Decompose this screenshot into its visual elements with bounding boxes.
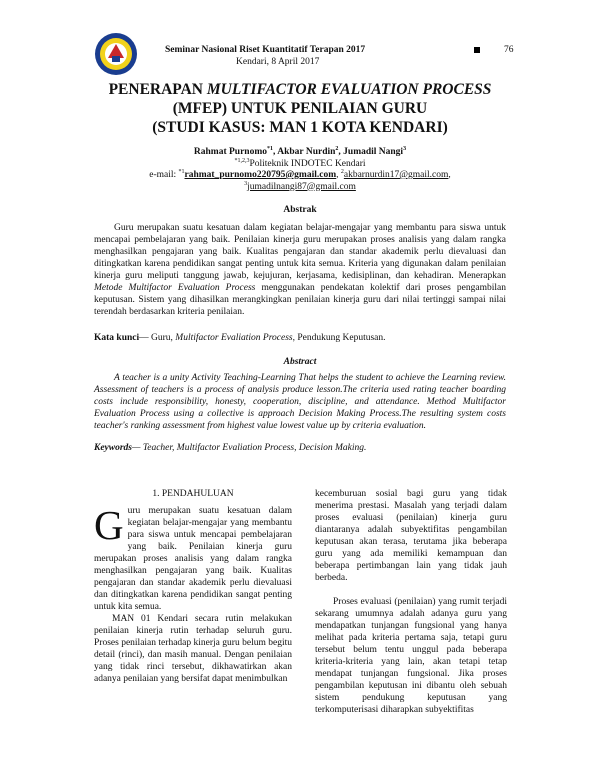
polytechnic-logo-icon — [94, 32, 138, 76]
bullet-square-icon — [474, 47, 480, 53]
author-1-sup: *1 — [267, 145, 274, 152]
email-3-sup: 3 — [244, 180, 248, 187]
email-1-link[interactable]: rahmat_purnomo220795@gmail.com — [184, 170, 337, 180]
abstract-en-heading: Abstract — [283, 357, 317, 367]
abstract-id-heading: Abstrak — [283, 205, 317, 215]
affiliation-sup: *1,2,3 — [234, 157, 250, 164]
email-sep-2: , — [448, 170, 451, 180]
conference-name: Seminar Nasional Riset Kuantitatif Terapan 2017 — [165, 45, 366, 55]
email-label: e-mail: — [149, 170, 179, 180]
email-2-sup: 2 — [340, 168, 344, 175]
emails — [70, 170, 530, 182]
keywords-en-label: Keywords — [94, 443, 132, 453]
keywords-en: Keywords— Teacher, Multifactor Evaliation Process, Decision Making. — [94, 443, 367, 453]
dropcap: G — [94, 502, 124, 548]
section-heading: 1. PENDAHULUAN — [152, 489, 234, 499]
body-paragraph-2: MAN 01 Kendari secara rutin melakukan penilaian kinerja rutin terhadap seluruh guru. Proses penilaian terhadap kinerja guru belum begitu detail (rinci), dan masih manual. Dengan penilaian yang tidak rinci tersebut, dikhawatirkan akan adanya penilaian yang bersifat dapat menimbulkan — [94, 614, 292, 684]
body-paragraph-1: Guru merupakan suatu kesatuan dalam kegiatan belajar-mengajar yang membantu para siswa untuk mencapai pembelajaran yang baik. Penilaian kinerja guru merupakan proses analisis yang dalam rangka menghasilkan pengajaran yang baik. Kualitas pengajaran dan standar akademik perlu dievaluasi dan ditingkatkan karena pendidikan sangat penting untuk kita semua. — [94, 502, 292, 612]
affiliation-text: Politeknik INDOTEC Kendari — [249, 158, 366, 169]
title-line1-a: PENERAPAN — [108, 81, 207, 98]
emails-line2 — [70, 182, 530, 194]
author-3-sup: 3 — [403, 145, 407, 152]
email-2-link[interactable]: akbarnurdin17@gmail.com — [343, 170, 449, 180]
keywords-id-label: Kata kunci — [94, 333, 140, 343]
abstract-en-text: A teacher is a unity Activity Teaching-Learning That helps the student to achieve the Learning review. Assessment of teachers is a process of analysis produce lesson.The criteria used rating teacher boarding costs include responsibility, honesty, cooperation, discipline, and attendance. Method Multifactor Evaluation Process using a collective is approach Decision Making Process.The resulting system costs teacher's ranking assessment from highest value lowest value up by criteria evaluation. — [94, 373, 506, 431]
affiliation — [70, 159, 530, 171]
keywords-id: Kata kunci— Guru, Multifactor Evaliation Process, Pendukung Keputusan. — [94, 333, 386, 343]
body-paragraph-4: Proses evaluasi (penilaian) yang rumit terjadi sekarang umumnya adalah adanya guru yang mendapatkan tunjangan fungsional yang hanya melihat pada kriteria pertama saja, tetapi guru tersebut belum tentu unggul pada beberapa kriteria-kriteria yang lain, akan tetapi tetap mendapat tunjangan fungsional. Jika proses pengambilan keputusan ini dibantu oleh sebuah sistem pendukung keputusan yang terkomputerisasi diharapkan subyektifitas — [315, 597, 507, 715]
body-paragraph-3: kecemburuan sosial bagi guru yang tidak menerima prestasi. Masalah yang terjadi dalam proses evaluasi (penilaian) kinerja guru diantaranya adalah subyektifitas pengambilan keputusan akan terasa, terutama jika beberapa guru yang ada memiliki kemampuan dan beberapa pertimbangan lain yang tidak jauh berbeda. — [315, 489, 507, 583]
title-line1-b: MULTIFACTOR EVALUATION PROCESS — [206, 81, 492, 98]
email-sep: , — [336, 170, 341, 180]
title-line3: (STUDI KASUS: MAN 1 KOTA KENDARI) — [152, 119, 448, 136]
author-2: , Akbar Nurdin — [273, 147, 336, 157]
author-names — [70, 147, 530, 159]
author-1: Rahmat Purnomo — [193, 147, 268, 157]
author-2-sup: 2 — [335, 145, 339, 152]
email-1-sup: *1 — [178, 168, 185, 175]
conference-date: Kendari, 8 April 2017 — [236, 57, 320, 67]
body-column-right — [315, 488, 507, 716]
author-3: , Jumadil Nangi — [338, 147, 404, 157]
abstract-id-text: Guru merupakan suatu kesatuan dalam kegiatan belajar-mengajar yang membantu para siswa untuk mencapai pembelajaran yang baik. Penilaian kinerja guru merupakan proses analisis yang dalam rangka menghasilkan pengajaran yang baik. Kualitas pengajaran dan standar akademik perlu dievaluasi dan ditingkatkan karena pendidikan sangat penting untuk kita semua. Kriteria yang digunakan dalam penilaian kinerja guru meliputi tanggung jawab, kejujuran, kerjasama, kedisiplinan, dan kehadiran. Menerapkan Metode Multifactor Evaluation Process menggunakan pendekatan kolektif dari proses pengambilan keputusan. Sistem yang dihasilkan merangkingkan penilaian kinerja guru dari nilai tertinggi sampai nilai terendah berdasarkan kriteria penilaian. — [94, 223, 506, 317]
author-block — [70, 147, 530, 193]
title-line2: (MFEP) UNTUK PENILAIAN GURU — [172, 100, 428, 117]
body-column-left — [94, 488, 292, 685]
paper-title — [70, 80, 530, 137]
page-number: 76 — [504, 45, 514, 55]
email-3-link[interactable]: jumadilnangi87@gmail.com — [247, 181, 356, 192]
